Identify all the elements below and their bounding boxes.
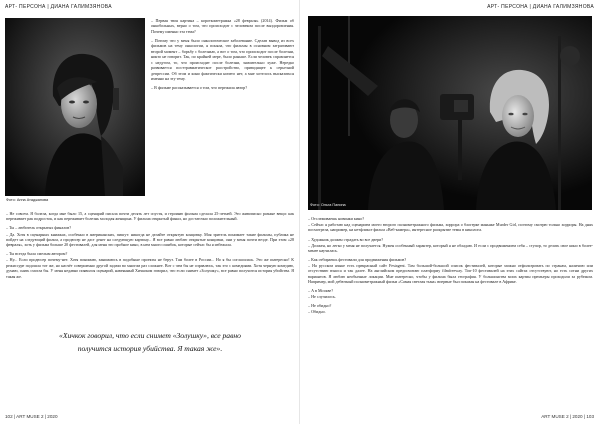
left-body-text	[6, 211, 294, 283]
paragraph: – Обидно.	[308, 309, 326, 315]
question-paragraph: – А в Москве?	[308, 288, 334, 294]
paragraph: – Не совсем. Я болела, когда мне было 15, а сценарий писала почти десять лет спустя, и героиню фильма сделала 25-летней. Это живописно разные вещи: как переживает рак подросток, и как переживает болезнь молодая женщина. У фильма открытый финал, но достаточно положительный.	[6, 211, 294, 222]
paragraph: – Должен, но легко у меня не получается. Нужен особенный характер, который я не обладаю. И если с продвижением себя – ступор, то делать свое кино в более-менее научилась.	[308, 242, 593, 253]
paragraph: – В фильме рассказывается о том, что пережила автор?	[151, 85, 248, 90]
portrait-photo-image	[5, 18, 145, 196]
pull-quote: «Хичкок говорил, что если снимет «Золушку», все равно получится история убийства. Я такая же».	[59, 331, 241, 353]
portrait-photo-caption: Фото: Анна Атаджанова	[6, 198, 49, 202]
right-body-text	[308, 216, 593, 319]
question-paragraph: – Не обидно?	[308, 303, 332, 309]
question-paragraph: – Отслеживаешь новинки кино?	[308, 216, 365, 221]
right-page	[300, 0, 600, 424]
film-set-photo-caption: Фото: Ольга Панина	[310, 203, 346, 207]
question-paragraph: – Ты всегда была смелым автором?	[6, 251, 68, 257]
right-page-header: АРТ- ПЕРСОНА | ДИАНА ГАЛИМЗЯНОВА	[487, 4, 594, 10]
left-right-column	[151, 18, 294, 94]
left-page-header: АРТ- ПЕРСОНА | ДИАНА ГАЛИМЗЯНОВА	[5, 4, 112, 10]
paragraph: – Ну... Если продюсер почему-нет. Хотя понимаю, занимаюсь в подобные проекты не берут. Там более в России... Но я бы согласилась. Это же интересно! К режиссуре подошла тот же, но насчёт совершенно другой задачи во многом раз сложнее. Вот с чем бы не справлюсь, так это с комедиями. Хотя черную комедию, думаю, снять смогла бы. У меня недавно появился сценарий, навеянный Хичкоком говорил, что если снимет «Золушку», все равно получится история убийства. Я такая же.	[6, 257, 294, 279]
left-page-footer: 102 | ART MUSE 2 | 2020	[5, 414, 58, 419]
question-paragraph: – Как отбираешь фестивали для продвижения фильмов?	[308, 257, 407, 262]
paragraph: – Не случилось.	[308, 294, 336, 300]
paragraph: – Да. Хотя в сценарных книжках, особенно в американских, пишут: никогда не делайте открытую концовку. Моя зритель понимает такие фильмы, публика не пойдет на следующий фильм, а продюсер не даст денег на следующую картину... Я все равно люблю открытые концовки, они у меня почти везде. При этом «28 февраля», хоть у фильма больше 20 фестивалей, для меня это пробное кино, в нем много ошибок, которые сейчас бы я избежала.	[6, 231, 294, 248]
paragraph: – Потому что у меня было онкологическое заболевание. Сделав вывод из всех фильмов на тему онкологии, я поняла, что фильмы в основном затрагивают второй момент – борьбу с болезнью, а вот о том, что происходит после болезни, никто не говорит. Так, по крайней мере, было раньше. Если человек справляется с недугом, то, что происходит после болезни, значительно хуже. Нередко развивается посттравматическое расстройство, приводящее к серьезной депрессии. Об этом и кино фактически ничего нет, а мне хотелось высказаться именно на эту тему.	[151, 37, 294, 81]
paragraph: – Сейчас я работаю над сценарием моего второго полнометражного фильма, хоррора о блогерке маньяке Murder Girl, поэтому смотрю только хорроры. На днях посмотрела, например, на нетфликсе фильм «Веб-камера», интересное раскрытие темы в кинолога.	[308, 222, 593, 233]
question-paragraph: – Ты – любитель открытых финалов?	[6, 225, 72, 231]
paragraph: – Первая твоя картина – короткометражка «28 февраля» (2014). Фильм об онкобольных, верно о том, что происходит с человеком после выздоровления. Почему именно эта тема?	[151, 18, 294, 34]
paragraph: – На русском языке есть прекрасный сайт Festagent. Там большой-большой список фестивалей, которые можно отфильтровать по странам, наличию или отсутствию взноса и так далее. На английском предпочитаю платформу filmfreeway. Топ-10 фестивалей на этих сайтах отсутствуют, но есть сотни других вариантов. Я люблю необычные локации. Мне интересно, чтобы у фильма была география. У большинства моих картин премьеры проходили за рубежом. Например, мой дебютный полнометражный фильм «Самая светлая тьма» впервые был показан на фестивале в Африке.	[308, 263, 593, 285]
right-page-footer: ART MUSE 2 | 2020 | 103	[541, 414, 594, 419]
film-set-photo-image	[308, 16, 592, 210]
film-set-photo	[308, 16, 592, 210]
portrait-photo	[5, 18, 145, 196]
question-paragraph: – Художник должен страдать во все двери?	[308, 236, 384, 242]
